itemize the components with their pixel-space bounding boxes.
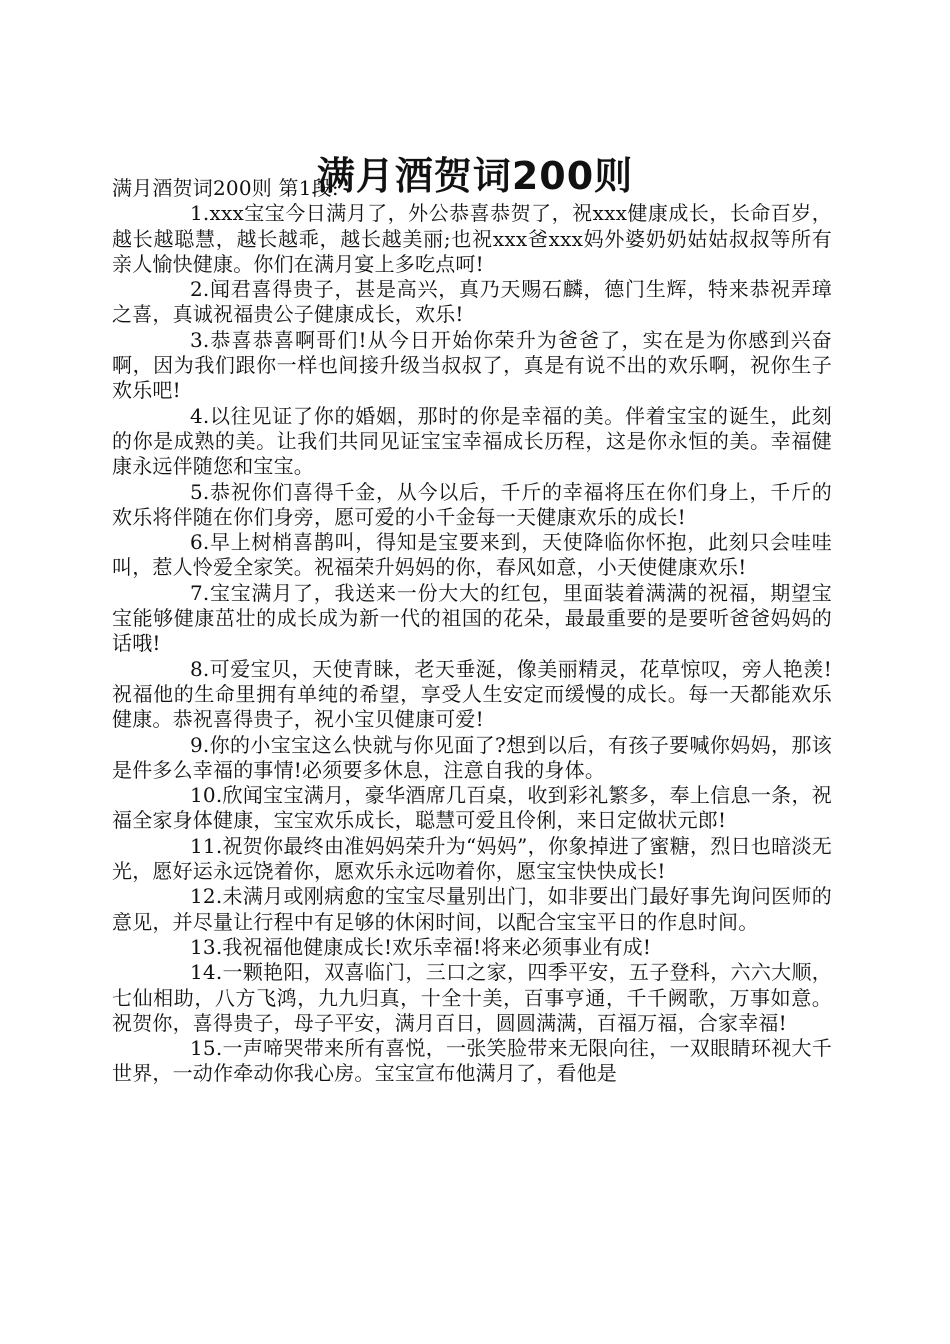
paragraph-1: 1.xxx宝宝今日满月了，外公恭喜恭贺了，祝xxx健康成长，长命百岁，越长越聪慧，越长越乖，越长越美丽;也祝xxx爸xxx妈外婆奶奶姑姑叔叔等所有亲人愉快健康。你们在满月宴上多吃点呵! [112,201,832,276]
document-title: 满月酒贺词200则 [316,154,634,199]
paragraph-9: 9.你的小宝宝这么快就与你见面了?想到以后，有孩子要喊你妈妈，那该是件多么幸福的事情!必须要多休息，注意自我的身体。 [112,732,832,782]
paragraph-8: 8.可爱宝贝，天使青睐，老天垂涎，像美丽精灵，花草惊叹，旁人艳羡!祝福他的生命里拥有单纯的希望，享受人生安定而缓慢的成长。每一天都能欢乐健康。恭祝喜得贵子，祝小宝贝健康可爱! [112,656,832,732]
paragraph-11: 11.祝贺你最终由准妈妈荣升为“妈妈”，你象掉进了蜜糖，烈日也暗淡无光，愿好运永远饶着你，愿欢乐永远吻着你，愿宝宝快快成长! [112,833,832,884]
paragraph-5: 5.恭祝你们喜得千金，从今以后，千斤的幸福将压在你们身上，千斤的欢乐将伴随在你们身旁，愿可爱的小千金每一天健康欢乐的成长! [112,479,832,529]
paragraph-15: 15.一声啼哭带来所有喜悦，一张笑脸带来无限向往，一双眼睛环视大千世界，一动作牵动你我心房。宝宝宣布他满月了，看他是 [112,1036,832,1086]
paragraph-2: 2.闻君喜得贵子，甚是高兴，真乃天赐石麟，德门生辉，特来恭祝弄璋之喜，真诚祝福贵公子健康成长，欢乐! [112,277,832,327]
paragraph-7: 7.宝宝满月了，我送来一份大大的红包，里面装着满满的祝福，期望宝宝能够健康茁壮的成长成为新一代的祖国的花朵，最最重要的是要听爸爸妈妈的话哦! [112,580,832,656]
paragraph-12: 12.未满月或刚病愈的宝宝尽量别出门，如非要出门最好事先询问医师的意见，并尽量让行程中有足够的休闲时间，以配合宝宝平日的作息时间。 [112,884,832,934]
paragraph-4: 4.以往见证了你的婚姻，那时的你是幸福的美。伴着宝宝的诞生，此刻的你是成熟的美。让我们共同见证宝宝幸福成长历程，这是你永恒的美。幸福健康永远伴随您和宝宝。 [112,403,832,479]
paragraph-13: 13.我祝福他健康成长!欢乐幸福!将来必须事业有成! [190,934,652,959]
paragraph-6: 6.早上树梢喜鹊叫，得知是宝要来到，天使降临你怀抱，此刻只会哇哇叫，惹人怜爱全家笑。祝福荣升妈妈的你，春风如意，小天使健康欢乐! [112,530,832,580]
paragraph-3: 3.恭喜恭喜啊哥们!从今日开始你荣升为爸爸了，实在是为你感到兴奋啊，因为我们跟你一样也间接升级当叔叔了，真是有说不出的欢乐啊，祝你生子欢乐吧! [112,327,832,403]
paragraph-14: 14.一颗艳阳，双喜临门，三口之家，四季平安，五子登科，六六大顺，七仙相助，八方飞鸿，九九归真，十全十美，百事亨通，千千阙歌，万事如意。祝贺你，喜得贵子，母子平安，满月百日，圆圆满满，百福万福，合家幸福! [112,960,832,1035]
section-subheading: 满月酒贺词200则 第1段: [112,176,339,200]
document-body [112,176,832,1087]
paragraph-10: 10.欣闻宝宝满月，豪华酒席几百桌，收到彩礼繁多，奉上信息一条，祝福全家身体健康，宝宝欢乐成长，聪慧可爱且伶俐，来日定做状元郎! [112,783,832,833]
